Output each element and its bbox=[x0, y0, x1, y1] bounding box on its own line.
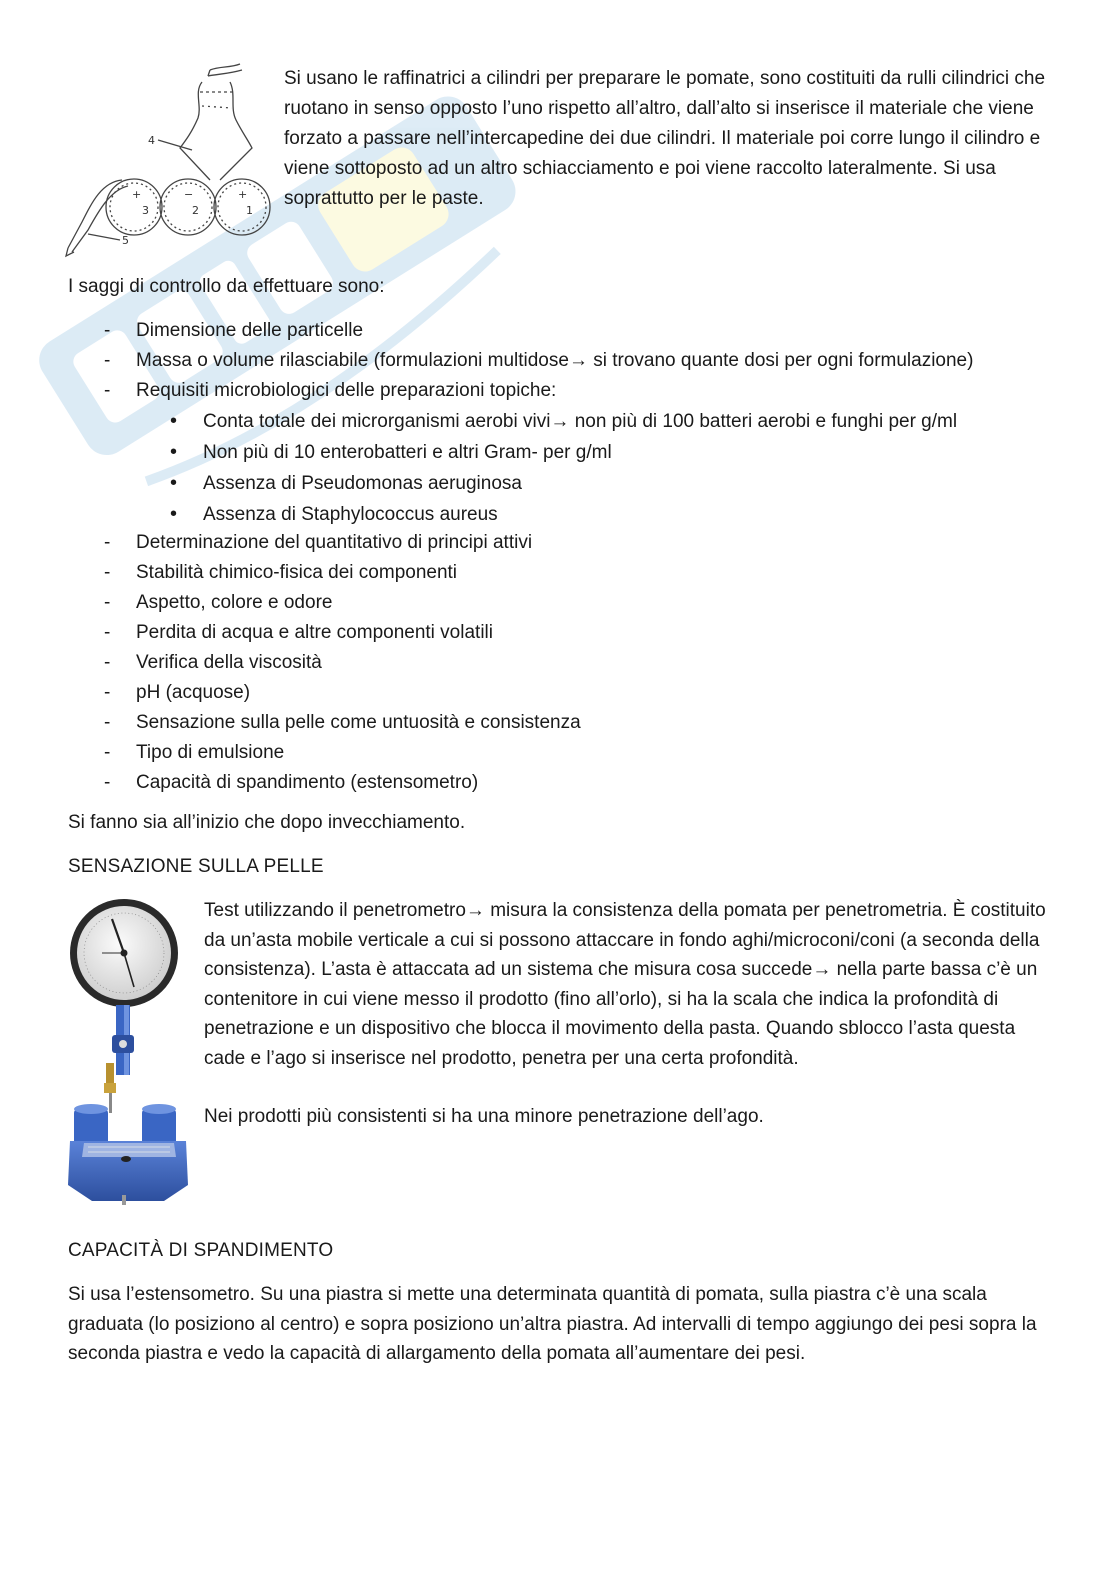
section-heading-spreading: CAPACITÀ DI SPANDIMENTO bbox=[68, 1240, 334, 1261]
list-item: - Determinazione del quantitativo di principi attivi bbox=[68, 528, 1068, 558]
list-item: - Capacità di spandimento (estensometro) bbox=[68, 768, 1068, 798]
list-item: - Aspetto, colore e odore bbox=[68, 588, 1068, 618]
controls-lead: I saggi di controllo da effettuare sono: bbox=[68, 276, 385, 297]
spreading-paragraph: Si usa l’estensometro. Su una piastra si mette una determinata quantità di pomata, sulla piastra c’è una scala graduata (lo posiziono al centro) e sopra posiziono un’altra piastra. Ad intervalli di tempo aggiungo dei pesi sopra la seconda piastra e vedo la capacità di allargamento della pomata all’aumentare dei pesi. bbox=[68, 1284, 1037, 1364]
list-item: • Assenza di Pseudomonas aeruginosa bbox=[68, 468, 1068, 499]
list-item: - Stabilità chimico-fisica dei componenti bbox=[68, 558, 1068, 588]
controls-closing: Si fanno sia all’inizio che dopo invecchiamento. bbox=[68, 812, 466, 833]
intro-paragraph: Si usano le raffinatrici a cilindri per preparare le pomate, sono costituiti da rulli cilindrici che ruotano in senso opposto l’uno rispetto all’altro, dall’alto si inserisce il materiale che viene forzato a passare nell’intercapedine dei due cilindri. Il materiale poi corre lungo il cilindro e viene sottoposto ad un altro schiacciamento e poi viene raccolto lateralmente. Si usa soprattutto per le paste. bbox=[284, 68, 1046, 209]
list-item: - Verifica della viscosità bbox=[68, 648, 1068, 678]
penetrometer-image bbox=[64, 895, 192, 1207]
svg-text:+: + bbox=[132, 188, 142, 201]
list-item: • Assenza di Staphylococcus aureus bbox=[68, 499, 1068, 530]
penetrometer-paragraph-2: Nei prodotti più consistenti si ha una minore penetrazione dell’ago. bbox=[204, 1106, 764, 1127]
figure-label-5: 5 bbox=[122, 234, 129, 247]
list-item: - Requisiti microbiologici delle preparazioni topiche: bbox=[68, 376, 1068, 406]
penetrometer-paragraph-1: Test utilizzando il penetrometro→ misura la consistenza della pomata per penetrometria. È costituito da un’asta mobile verticale a cui si possono attaccare in fondo aghi/microconi/coni (a seconda della consistenza). L’asta è attaccata ad un sistema che misura cosa succede→ nella parte bassa c’è un contenitore in cui viene messo il prodotto (fino all’orlo), si ha la scala che indica la profondità di penetrazione e un dispositivo che blocca il movimento della pasta. Quando sblocco l’asta questa cade e l’ago si inserisce nel prodotto, penetra per una certa profondità. bbox=[204, 900, 1046, 1069]
section-heading-skin: SENSAZIONE SULLA PELLE bbox=[68, 856, 324, 877]
controls-list-b bbox=[68, 528, 1068, 798]
list-item: - Dimensione delle particelle bbox=[68, 316, 1068, 346]
list-item: - pH (acquose) bbox=[68, 678, 1068, 708]
figure-label-3: 3 bbox=[142, 204, 149, 217]
microbiological-list bbox=[68, 406, 1068, 530]
list-item: - Tipo di emulsione bbox=[68, 738, 1068, 768]
list-item: • Conta totale dei microrganismi aerobi vivi→ non più di 100 batteri aerobi e funghi per g/ml bbox=[68, 406, 1068, 437]
roller-mill-diagram bbox=[62, 62, 272, 262]
list-item: - Massa o volume rilasciabile (formulazioni multidose→ si trovano quante dosi per ogni formulazione) bbox=[68, 346, 1068, 376]
list-item: • Non più di 10 enterobatteri e altri Gram- per g/ml bbox=[68, 437, 1068, 468]
list-item: - Sensazione sulla pelle come untuosità e consistenza bbox=[68, 708, 1068, 738]
figure-label-4: 4 bbox=[148, 134, 155, 147]
figure-label-1: 1 bbox=[246, 204, 253, 217]
controls-list-a bbox=[68, 316, 1068, 406]
svg-text:−: − bbox=[184, 188, 194, 201]
svg-text:+: + bbox=[238, 188, 248, 201]
list-item: - Perdita di acqua e altre componenti volatili bbox=[68, 618, 1068, 648]
figure-label-2: 2 bbox=[192, 204, 199, 217]
